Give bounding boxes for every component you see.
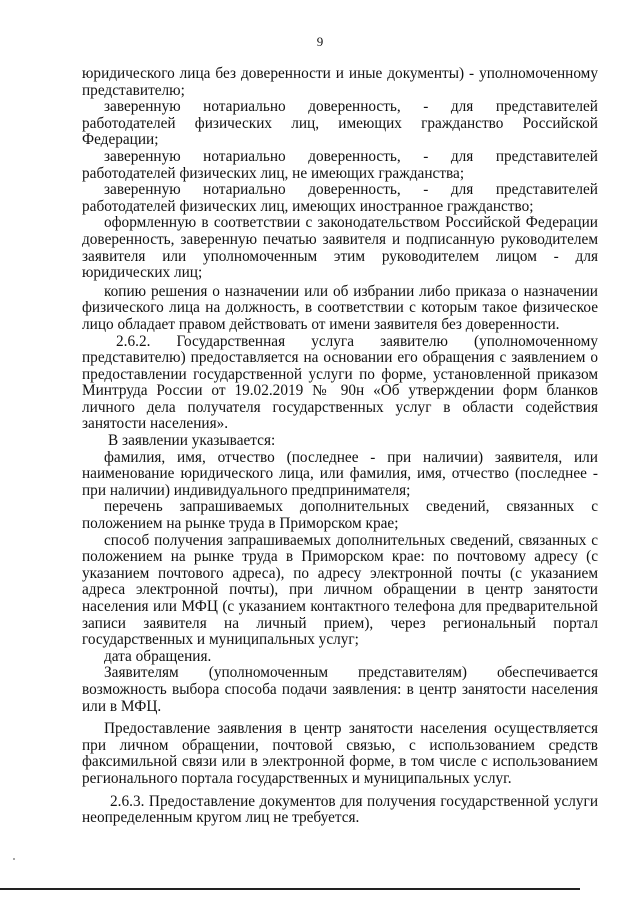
paragraph: заверенную нотариально доверенность, - для представителей работодателей физических лиц, имеющих иностранное гражданство; <box>82 181 598 215</box>
paragraph: Предоставление заявления в центр занятости населения осуществляется при личном обращении, почтовой связью, с использованием средств факсимильной связи или в электронной форме, в том числе с использованием регионального портала государственных и муниципальных услуг. <box>82 720 598 787</box>
scan-artifact <box>13 858 15 860</box>
paragraph: дата обращения. <box>104 647 212 665</box>
paragraph: В заявлении указывается: <box>108 432 276 450</box>
page-number: 9 <box>316 34 324 49</box>
paragraph: заверенную нотариально доверенность, - для представителей работодателей физических лиц, не имеющих гражданства; <box>82 147 598 182</box>
paragraph: Заявителям (уполномоченным представителям) обеспечивается возможность выбора способа подачи заявления: в центр занятости населения или в МФЦ. <box>82 664 598 715</box>
paragraph: фамилия, имя, отчество (последнее - при наличии) заявителя, или наименование юридического лица, или фамилия, имя, отчество (последнее - при наличии) индивидуального предпринимателя; <box>82 448 598 499</box>
bottom-rule <box>0 888 580 890</box>
paragraph: юридического лица без доверенности и иные документы) - уполномоченному представителю; <box>82 65 598 99</box>
paragraph: копию решения о назначении или об избрании либо приказа о назначении физического лица на должность, в соответствии с которым такое физическое лицо обладает правом действовать от имени заявителя без доверенности. <box>82 282 598 333</box>
document-body <box>82 66 598 827</box>
paragraph: заверенную нотариально доверенность, - для представителей работодателей физических лиц, имеющих гражданство Российской Федерации; <box>82 98 598 149</box>
paragraph: 2.6.2. Государственная услуга заявителю (уполномоченному представителю) предоставляется на основании его обращения с заявлением о предоставлении государственной услуги по форме, установленной приказом Минтруда России от 19.02.2019 № 90н «Об утверждении форм бланков личного дела получателя государственных услуг в области содействия занятости населения». <box>82 332 598 433</box>
paragraph: оформленную в соответствии с законодательством Российской Федерации доверенность, заверенную печатью заявителя и подписанную руководителем заявителя или уполномоченным этим руководителем лицом - для юридических лиц; <box>82 214 598 282</box>
paragraph: способ получения запрашиваемых дополнительных сведений, связанных с положением на рынке труда в Приморском крае: по почтовому адресу (с указанием почтового адреса), по адресу электронной почты (с указанием адреса электронной почты), при личном обращении в центр занятости населения или МФЦ (с указанием контактного телефона для предварительной записи заявителя на личный прием), через региональный портал государственных и муниципальных услуг; <box>82 531 598 649</box>
paragraph: перечень запрашиваемых дополнительных сведений, связанных с положением на рынке труда в Приморском крае; <box>82 498 598 533</box>
paragraph: 2.6.3. Предоставление документов для получения государственной услуги неопределенным кругом лиц не требуется. <box>82 792 598 827</box>
